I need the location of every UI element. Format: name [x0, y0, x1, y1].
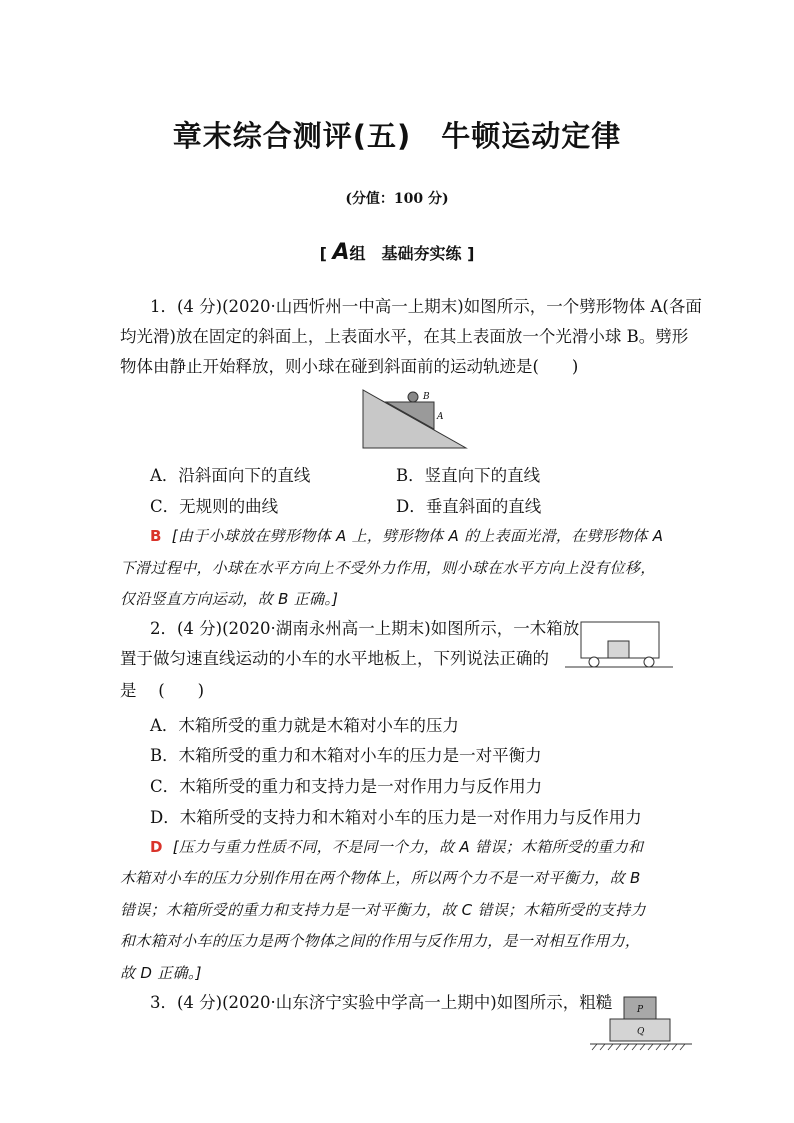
q2-option-d: D．木箱所受的支持力和木箱对小车的压力是一对作用力与反作用力: [150, 808, 642, 827]
group-letter: A: [332, 240, 350, 265]
q2-line-3: 是 ( ): [120, 681, 205, 700]
q2-line-2: 置于做匀速直线运动的小车的水平地板上，下列说法正确的: [120, 649, 549, 668]
q2-answer-line-1: [150, 836, 643, 857]
q1-line-1: 1．(4 分)(2020·山西忻州一中高一上期末)如图所示，一个劈形物体 A(各面: [150, 297, 702, 316]
cart-wheel-left: [589, 657, 599, 667]
q1-line-3: 物体由静止开始释放，则小球在碰到斜面前的运动轨迹是( ): [120, 357, 579, 376]
q2-line-1: 2．(4 分)(2020·湖南永州高一上期末)如图所示，一木箱放: [150, 619, 580, 638]
q1-option-d: D．垂直斜面的直线: [396, 497, 542, 516]
q1-answer-key: B: [150, 527, 162, 545]
group-text: 组 基础夯实练: [349, 244, 462, 263]
q1-explanation-3: 仅沿竖直方向运动，故 B 正确。]: [120, 590, 339, 608]
q2-explanation-1: [压力与重力性质不同，不是同一个力，故 A 错误；木箱所受的重力和: [172, 838, 644, 856]
score-note: (分值：100 分): [345, 191, 449, 207]
q1-option-a: A．沿斜面向下的直线: [150, 466, 311, 485]
q2-explanation-4: 和木箱对小车的压力是两个物体之间的作用与反作用力，是一对相互作用力，: [120, 932, 641, 950]
q1-option-c: C．无规则的曲线: [150, 497, 279, 516]
q1-explanation-2: 下滑过程中，小球在水平方向上不受外力作用，则小球在水平方向上没有位移，: [120, 559, 656, 577]
q2-figure-cart: [563, 619, 675, 671]
q2-explanation-3: 错误；木箱所受的重力和支持力是一对平衡力，故 C 错误；木箱所受的支持力: [120, 901, 646, 919]
label-b: B: [423, 392, 430, 402]
q3-figure-blocks: [588, 994, 694, 1054]
q2-option-c: C．木箱所受的重力和支持力是一对作用力与反作用力: [150, 777, 543, 796]
cart-wheel-right: [644, 657, 654, 667]
q2-option-a: A．木箱所受的重力就是木箱对小车的压力: [150, 716, 459, 735]
wooden-box: [608, 641, 629, 658]
q1-answer-line-1: [150, 525, 663, 546]
label-q: Q: [637, 1027, 645, 1037]
group-heading: [0, 240, 794, 265]
bracket-open: [: [319, 244, 327, 263]
label-p: P: [637, 1005, 644, 1015]
floor-hatching: [592, 1044, 685, 1050]
label-a: A: [437, 412, 444, 422]
bracket-close: ]: [467, 244, 475, 263]
q2-explanation-5: 故 D 正确。]: [120, 964, 202, 982]
q1-option-b: B．竖直向下的直线: [396, 466, 541, 485]
q1-figure-incline: [360, 388, 470, 450]
q2-explanation-2: 木箱对小车的压力分别作用在两个物体上，所以两个力不是一对平衡力，故 B: [120, 869, 641, 887]
q1-explanation-1: [由于小球放在劈形物体 A 上，劈形物体 A 的上表面光滑，在劈形物体 A: [171, 527, 664, 545]
ball-b: [408, 392, 418, 402]
q2-answer-key: D: [150, 838, 163, 856]
q3-line-1: 3．(4 分)(2020·山东济宁实验中学高一上期中)如图所示，粗糙: [150, 993, 613, 1012]
page-title: 章末综合测评(五) 牛顿运动定律: [172, 119, 622, 153]
q2-option-b: B．木箱所受的重力和木箱对小车的压力是一对平衡力: [150, 746, 542, 765]
q1-line-2: 均光滑)放在固定的斜面上，上表面水平，在其上表面放一个光滑小球 B。劈形: [120, 327, 689, 346]
